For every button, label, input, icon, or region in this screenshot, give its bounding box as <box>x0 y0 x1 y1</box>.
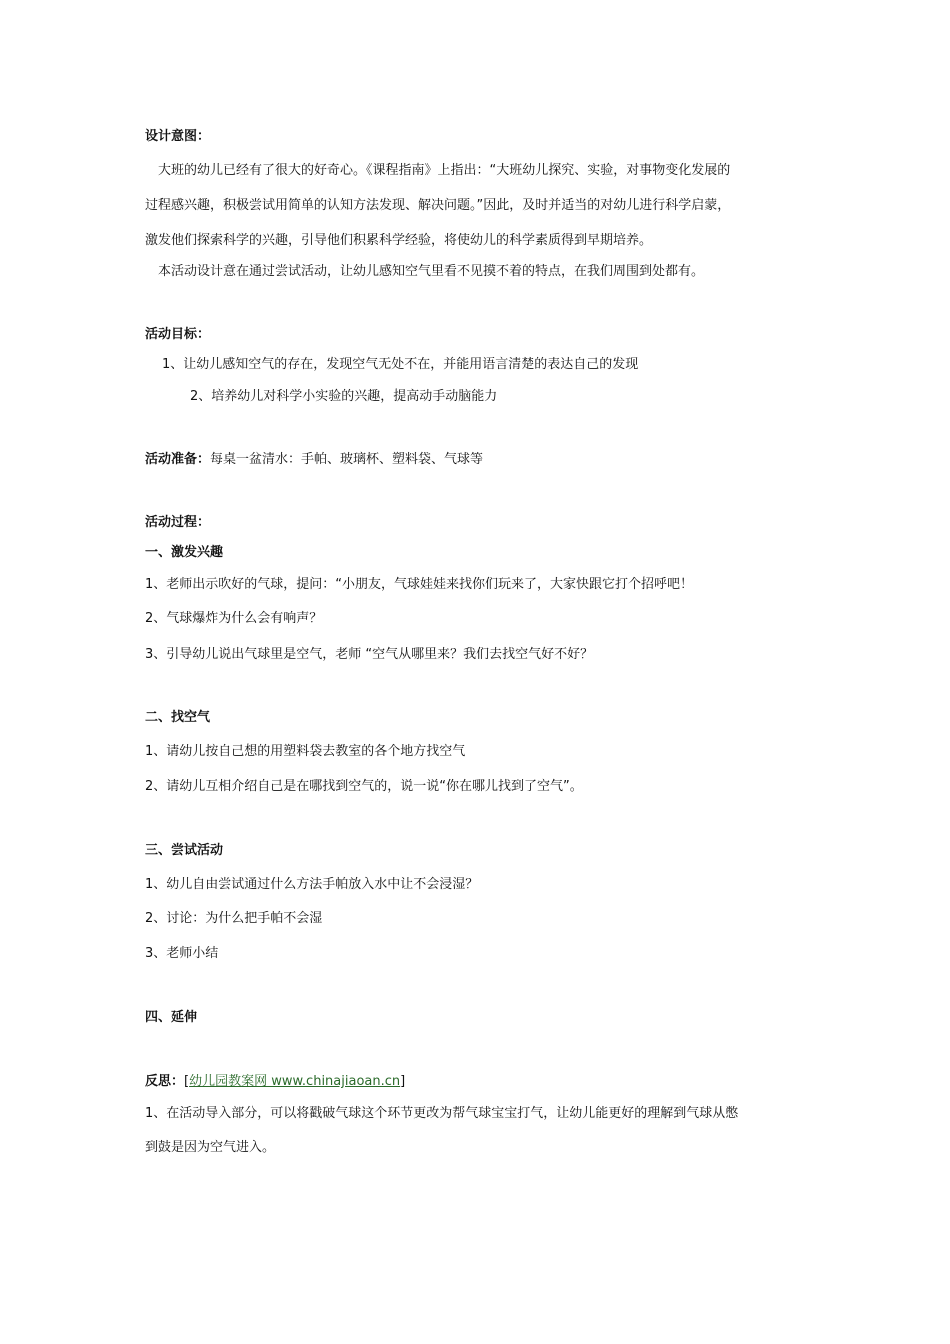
section-title: 一、激发兴趣 <box>145 545 224 560</box>
bracket-open: [ <box>184 1074 190 1089</box>
list-item: 1、幼儿自由尝试通过什么方法手帕放入水中让不会浸湿？ <box>145 877 479 892</box>
list-item: 2、讨论：为什么把手帕不会湿 <box>145 911 323 926</box>
design-heading: 设计意图： <box>145 129 211 144</box>
reflection-text-line: 1、在活动导入部分，可以将戳破气球这个环节更改为帮气球宝宝打气，让幼儿能更好的理解到气球从憋 <box>145 1106 739 1121</box>
list-item: 2、气球爆炸为什么会有响声？ <box>145 611 323 626</box>
list-item: 1、老师出示吹好的气球，提问：“小朋友，气球娃娃来找你们玩来了，大家快跟它打个招呼吧！ <box>145 577 694 592</box>
prep-text: 每桌一盆清水：手帕、玻璃杯、塑料袋、气球等 <box>210 452 484 467</box>
reflection-label: 反思： <box>145 1074 185 1089</box>
prep-label: 活动准备： <box>145 452 211 467</box>
reflection-text-line: 到鼓是因为空气进入。 <box>145 1140 276 1155</box>
list-item: 3、引导幼儿说出气球里是空气，老师 “空气从哪里来？我们去找空气好不好？ <box>145 647 594 662</box>
goal-item: 2、培养幼儿对科学小实验的兴趣，提高动手动脑能力 <box>190 389 498 404</box>
bracket-close: ] <box>400 1074 406 1089</box>
list-item: 1、请幼儿按自己想的用塑料袋去教室的各个地方找空气 <box>145 744 466 759</box>
design-paragraph-line: 过程感兴趣，积极尝试用简单的认知方法发现、解决问题。”因此，及时并适当的对幼儿进行科学启蒙， <box>145 198 731 213</box>
design-paragraph-line: 激发他们探索科学的兴趣，引导他们积累科学经验，将使幼儿的科学素质得到早期培养。 <box>145 233 653 248</box>
goals-heading: 活动目标： <box>145 327 211 342</box>
site-link[interactable]: 幼儿园教案网 www.chinajiaoan.cn <box>189 1074 401 1089</box>
design-paragraph-line: 本活动设计意在通过尝试活动，让幼儿感知空气里看不见摸不着的特点，在我们周围到处都有。 <box>158 264 705 279</box>
process-heading: 活动过程： <box>145 515 211 530</box>
goal-item: 1、让幼儿感知空气的存在，发现空气无处不在，并能用语言清楚的表达自己的发现 <box>162 357 639 372</box>
design-paragraph-line: 大班的幼儿已经有了很大的好奇心。《课程指南》上指出：“大班幼儿探究、实验，对事物变化发展的 <box>158 163 731 178</box>
reflection-line <box>145 1073 405 1091</box>
list-item: 2、请幼儿互相介绍自己是在哪找到空气的，说一说“你在哪儿找到了空气”。 <box>145 779 583 794</box>
list-item: 3、老师小结 <box>145 946 219 961</box>
section-title: 二、找空气 <box>145 710 211 725</box>
section-title: 三、尝试活动 <box>145 843 224 858</box>
prep-line <box>145 451 483 469</box>
section-title: 四、延伸 <box>145 1010 198 1025</box>
